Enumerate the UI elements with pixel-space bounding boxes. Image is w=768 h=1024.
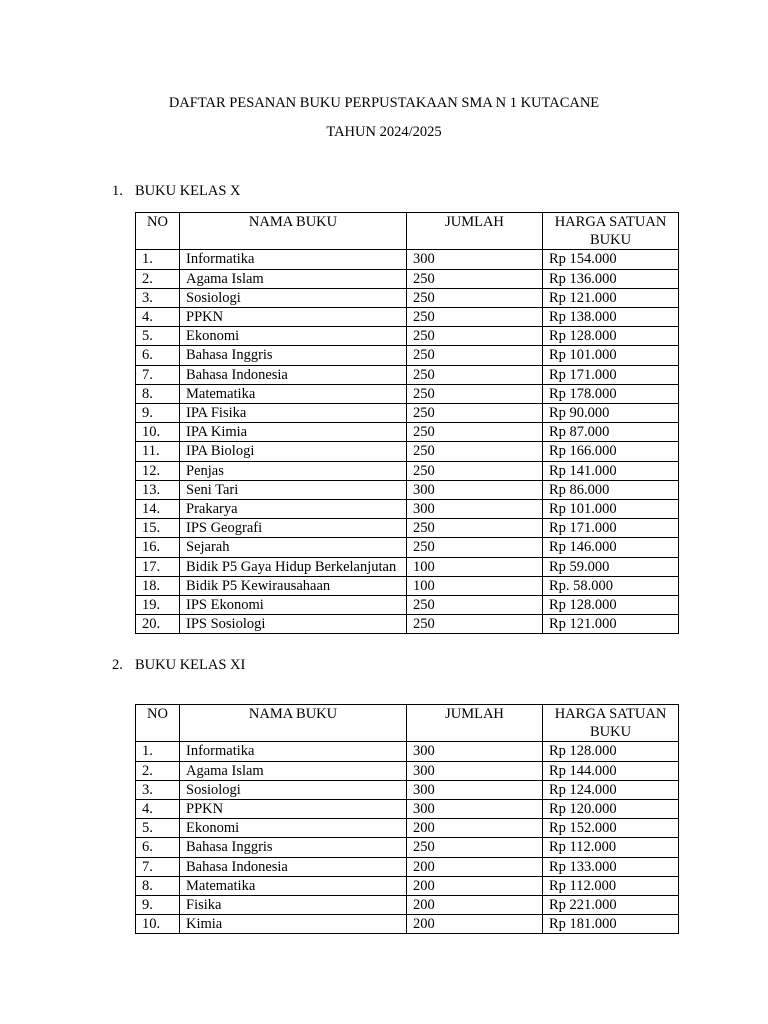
cell-unit-price: Rp 121.000: [543, 288, 679, 307]
table-row: [136, 442, 679, 461]
cell-no: 1.: [136, 250, 180, 269]
cell-no: 7.: [136, 365, 180, 384]
table-row: [136, 780, 679, 799]
cell-unit-price: Rp 124.000: [543, 780, 679, 799]
cell-unit-price: Rp 87.000: [543, 423, 679, 442]
cell-quantity: 250: [407, 288, 543, 307]
cell-unit-price: Rp 141.000: [543, 461, 679, 480]
cell-unit-price: Rp 112.000: [543, 838, 679, 857]
cell-unit-price: Rp 166.000: [543, 442, 679, 461]
cell-no: 20.: [136, 615, 180, 634]
cell-no: 10.: [136, 423, 180, 442]
table-row: [136, 346, 679, 365]
cell-quantity: 250: [407, 461, 543, 480]
cell-book-name: Agama Islam: [180, 269, 407, 288]
table-row: [136, 250, 679, 269]
cell-quantity: 250: [407, 404, 543, 423]
cell-no: 7.: [136, 857, 180, 876]
cell-quantity: 250: [407, 538, 543, 557]
header-name: NAMA BUKU: [180, 213, 407, 250]
cell-no: 17.: [136, 557, 180, 576]
cell-no: 8.: [136, 384, 180, 403]
table-row: [136, 596, 679, 615]
cell-book-name: Informatika: [180, 742, 407, 761]
cell-book-name: IPA Kimia: [180, 423, 407, 442]
cell-unit-price: Rp 101.000: [543, 346, 679, 365]
document-year: TAHUN 2024/2025: [326, 124, 442, 140]
cell-unit-price: Rp 112.000: [543, 876, 679, 895]
table-row: [136, 480, 679, 499]
cell-quantity: 200: [407, 896, 543, 915]
cell-quantity: 250: [407, 442, 543, 461]
cell-unit-price: Rp 152.000: [543, 819, 679, 838]
cell-unit-price: Rp 120.000: [543, 800, 679, 819]
table-row: [136, 761, 679, 780]
table-row: [136, 538, 679, 557]
header-no: NO: [136, 213, 180, 250]
header-qty: JUMLAH: [407, 705, 543, 742]
cell-book-name: Bahasa Inggris: [180, 346, 407, 365]
cell-unit-price: Rp. 58.000: [543, 576, 679, 595]
cell-quantity: 300: [407, 761, 543, 780]
cell-quantity: 200: [407, 819, 543, 838]
cell-no: 19.: [136, 596, 180, 615]
cell-book-name: Ekonomi: [180, 327, 407, 346]
table-row: [136, 365, 679, 384]
cell-no: 15.: [136, 519, 180, 538]
table-body: [136, 742, 679, 934]
cell-unit-price: Rp 181.000: [543, 915, 679, 934]
cell-unit-price: Rp 90.000: [543, 404, 679, 423]
cell-unit-price: Rp 86.000: [543, 480, 679, 499]
cell-quantity: 250: [407, 519, 543, 538]
cell-quantity: 250: [407, 615, 543, 634]
cell-quantity: 200: [407, 915, 543, 934]
table-row: [136, 404, 679, 423]
table-row: [136, 288, 679, 307]
cell-quantity: 250: [407, 346, 543, 365]
section-heading-kelas-xi: [112, 656, 245, 674]
table-row: [136, 857, 679, 876]
cell-quantity: 300: [407, 480, 543, 499]
table-body: [136, 250, 679, 634]
cell-no: 18.: [136, 576, 180, 595]
document-title: DAFTAR PESANAN BUKU PERPUSTAKAAN SMA N 1 KUTACANE: [168, 95, 600, 111]
cell-no: 3.: [136, 288, 180, 307]
cell-quantity: 250: [407, 423, 543, 442]
cell-book-name: IPA Fisika: [180, 404, 407, 423]
cell-book-name: IPS Sosiologi: [180, 615, 407, 634]
cell-unit-price: Rp 138.000: [543, 308, 679, 327]
cell-book-name: Penjas: [180, 461, 407, 480]
cell-book-name: Prakarya: [180, 500, 407, 519]
table-row: [136, 500, 679, 519]
section-number: 1.: [112, 183, 123, 199]
cell-no: 2.: [136, 761, 180, 780]
cell-quantity: 100: [407, 576, 543, 595]
cell-book-name: Bahasa Indonesia: [180, 857, 407, 876]
table-row: [136, 461, 679, 480]
cell-book-name: IPS Geografi: [180, 519, 407, 538]
cell-quantity: 100: [407, 557, 543, 576]
section-title: BUKU KELAS XI: [135, 657, 246, 673]
cell-quantity: 300: [407, 780, 543, 799]
header-price: HARGA SATUAN BUKU: [543, 705, 679, 742]
table-row: [136, 423, 679, 442]
cell-unit-price: Rp 121.000: [543, 615, 679, 634]
table-row: [136, 838, 679, 857]
cell-book-name: Agama Islam: [180, 761, 407, 780]
cell-book-name: Fisika: [180, 896, 407, 915]
cell-book-name: Matematika: [180, 384, 407, 403]
cell-book-name: Bidik P5 Kewirausahaan: [180, 576, 407, 595]
table-row: [136, 519, 679, 538]
cell-book-name: Bahasa Indonesia: [180, 365, 407, 384]
cell-quantity: 200: [407, 857, 543, 876]
header-price: HARGA SATUAN BUKU: [543, 213, 679, 250]
table-row: [136, 742, 679, 761]
cell-quantity: 300: [407, 250, 543, 269]
cell-no: 4.: [136, 800, 180, 819]
table-row: [136, 819, 679, 838]
cell-quantity: 250: [407, 365, 543, 384]
cell-quantity: 250: [407, 269, 543, 288]
cell-no: 16.: [136, 538, 180, 557]
cell-book-name: Informatika: [180, 250, 407, 269]
table-header-row: [136, 213, 679, 250]
table-row: [136, 576, 679, 595]
table-header-row: [136, 705, 679, 742]
book-table-kelas-xi: [135, 704, 679, 934]
cell-unit-price: Rp 128.000: [543, 596, 679, 615]
section-title: BUKU KELAS X: [135, 183, 241, 199]
cell-no: 12.: [136, 461, 180, 480]
cell-unit-price: Rp 154.000: [543, 250, 679, 269]
cell-quantity: 250: [407, 596, 543, 615]
cell-quantity: 250: [407, 308, 543, 327]
cell-quantity: 300: [407, 742, 543, 761]
cell-book-name: Bidik P5 Gaya Hidup Berkelanjutan: [180, 557, 407, 576]
table-row: [136, 327, 679, 346]
cell-quantity: 300: [407, 800, 543, 819]
cell-no: 5.: [136, 819, 180, 838]
section-heading-kelas-x: [112, 182, 241, 200]
cell-no: 9.: [136, 404, 180, 423]
cell-no: 11.: [136, 442, 180, 461]
table-row: [136, 308, 679, 327]
header-name: NAMA BUKU: [180, 705, 407, 742]
cell-no: 4.: [136, 308, 180, 327]
cell-quantity: 250: [407, 327, 543, 346]
cell-unit-price: Rp 221.000: [543, 896, 679, 915]
cell-book-name: Matematika: [180, 876, 407, 895]
cell-no: 13.: [136, 480, 180, 499]
table-row: [136, 896, 679, 915]
cell-unit-price: Rp 101.000: [543, 500, 679, 519]
cell-book-name: Sejarah: [180, 538, 407, 557]
cell-no: 8.: [136, 876, 180, 895]
cell-no: 1.: [136, 742, 180, 761]
cell-book-name: Sosiologi: [180, 780, 407, 799]
cell-unit-price: Rp 128.000: [543, 327, 679, 346]
cell-no: 3.: [136, 780, 180, 799]
table-row: [136, 269, 679, 288]
book-table-kelas-x: [135, 212, 679, 634]
table-row: [136, 384, 679, 403]
cell-quantity: 250: [407, 384, 543, 403]
cell-quantity: 300: [407, 500, 543, 519]
cell-unit-price: Rp 128.000: [543, 742, 679, 761]
cell-unit-price: Rp 59.000: [543, 557, 679, 576]
cell-no: 9.: [136, 896, 180, 915]
table-row: [136, 876, 679, 895]
cell-no: 10.: [136, 915, 180, 934]
cell-quantity: 250: [407, 838, 543, 857]
cell-no: 6.: [136, 346, 180, 365]
cell-book-name: IPS Ekonomi: [180, 596, 407, 615]
cell-unit-price: Rp 136.000: [543, 269, 679, 288]
cell-unit-price: Rp 144.000: [543, 761, 679, 780]
table-row: [136, 915, 679, 934]
cell-no: 2.: [136, 269, 180, 288]
table-row: [136, 557, 679, 576]
cell-no: 5.: [136, 327, 180, 346]
cell-unit-price: Rp 178.000: [543, 384, 679, 403]
header-qty: JUMLAH: [407, 213, 543, 250]
cell-unit-price: Rp 171.000: [543, 519, 679, 538]
cell-book-name: Seni Tari: [180, 480, 407, 499]
cell-book-name: Bahasa Inggris: [180, 838, 407, 857]
cell-no: 14.: [136, 500, 180, 519]
cell-no: 6.: [136, 838, 180, 857]
cell-book-name: PPKN: [180, 308, 407, 327]
cell-book-name: Ekonomi: [180, 819, 407, 838]
table-row: [136, 615, 679, 634]
cell-book-name: PPKN: [180, 800, 407, 819]
cell-book-name: IPA Biologi: [180, 442, 407, 461]
cell-quantity: 200: [407, 876, 543, 895]
cell-unit-price: Rp 146.000: [543, 538, 679, 557]
cell-book-name: Kimia: [180, 915, 407, 934]
header-no: NO: [136, 705, 180, 742]
cell-unit-price: Rp 171.000: [543, 365, 679, 384]
section-number: 2.: [112, 657, 123, 673]
table-row: [136, 800, 679, 819]
cell-book-name: Sosiologi: [180, 288, 407, 307]
cell-unit-price: Rp 133.000: [543, 857, 679, 876]
